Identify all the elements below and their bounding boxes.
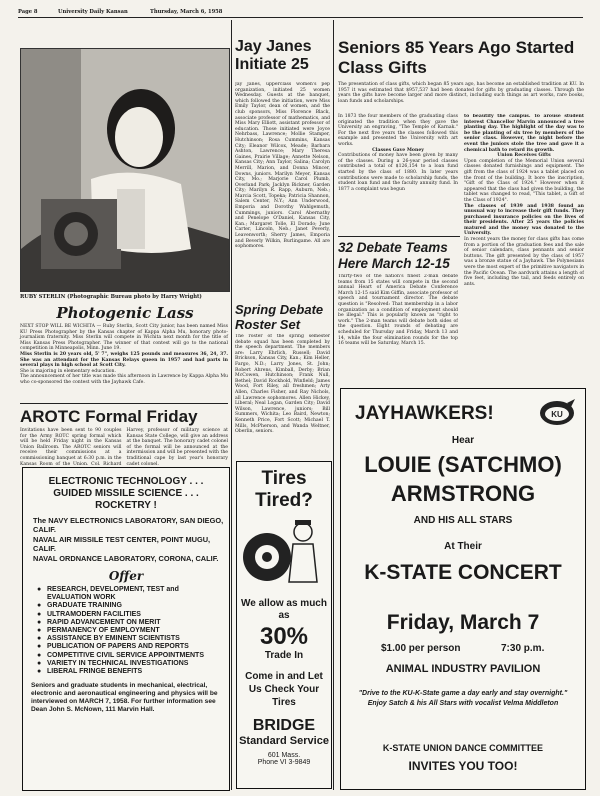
ad-title-1: ELECTRONIC TECHNOLOGY . . .: [48, 476, 204, 487]
photogenic-body-4: The announcement of her title was made this afternoon in Lawrence by Kappa Alpha Mu who co-sponsored the contest with the Jayhawk Cafe.: [20, 374, 228, 385]
seniors-col-a: [338, 114, 458, 192]
ad-title-2: GUIDED MISSILE SCIENCE . . .: [53, 488, 199, 499]
portrait-illustration: [21, 49, 229, 291]
tires-allow: We allow as much as: [241, 598, 327, 621]
roster-body: The roster of the spring semester debate squad has been completed by the speech department. The members are: Larry Ehrlich, Russell; David Brickson, Kansas City, Kan.; Kim Heller, Fargo, N.D.; Larry Jones, St. John; Robert Ahrens, Kimball, Derby; Brian McCowen, Hutchinson; Frank Null, Bethel; David Rockhold, Winfield; James Wood, Fort Riley, all freshmen; Arty Allen, Charles Fisher, and Ray Nichols, all Lawrence sophomores. Allen Hickey, Liberal; Neal Logan, Garden City; David Wilson, Lawrence, juniors; Bill Summers, Wichita; Leo Baird, Newton; Kenneth Price, Fort Scott; Michael T. Mills, McPherson, and Wanda Weltner, Oberlin, seniors.: [235, 334, 330, 435]
seniors-body-3: Contributions of money have been given by many of the classes. During a 26-year period classes contributed a total of $126,154 to a loan fund started by the class of 1880. In later years contributions were made to scholarship funds, the student loan fund and the faculty annuity fund. In 1877 a complaint was begun: [338, 153, 458, 192]
ad-offer-item: ● RAPID ADVANCEMENT ON MERIT: [37, 619, 221, 627]
tires-percent: 30%: [259, 623, 309, 650]
tires-brand-2: Standard Service: [239, 735, 329, 747]
ruby-sterlin-photo: [20, 48, 230, 292]
tires-brand: BRIDGE: [252, 717, 316, 734]
roster-headline: Spring Debate Roster Set: [235, 302, 324, 332]
seniors-intro: The presentation of class gifts, which began 85 years ago, has become an established tradition at KU. In 1957 it was estimated that $957,537 had been donated for gifts by graduating classes. Through the years the gifts have become larger and more distinct, including such things as art works, rare books, loan funds and scholarships.: [338, 82, 584, 104]
page-number: Page 8: [18, 9, 38, 15]
concert-hear: Hear: [451, 435, 475, 446]
ad-lab-1: NAVY ELECTRONICS LABORATORY, SAN DIEGO, CALIF.: [33, 516, 224, 534]
ad-offer-item: ● PERMANENCY OF EMPLOYMENT: [37, 627, 221, 635]
paper-name: University Daily Kansan: [58, 9, 128, 15]
tires-phone: Phone VI 3-9849: [257, 759, 311, 766]
photogenic-body-2: Miss Sterlin is 20 years old, 5' 7", weighs 125 pounds and measures 36, 24, 37. She was an attendant for the Kansas Relays queen in 1957 and had parts in several plays in high school at Scott City.: [20, 351, 228, 369]
tires-tradein: Trade In: [264, 650, 304, 661]
photo-caption: RUBY STERLIN (Photographic Bureau photo by Harry Wright): [20, 294, 202, 300]
jayhawk-logo-text: KU: [551, 410, 563, 419]
debate-rule: [338, 236, 460, 237]
ad-offer-item: ● ULTRAMODERN FACILITIES: [37, 611, 221, 619]
masthead-rule: [18, 17, 583, 18]
seniors-body-4: to beautify the campus. To arouse student interest Chancellor Marvin announced a tree planting day. The highlight of the day was to be the planting of six tree by members of the senior class. However, the night before the event the juniors stole the tree and gave it a chemical bath to retard its growth.: [464, 114, 584, 153]
ad-offer-item: ● COMPETITIVE CIVIL SERVICE APPOINTMENTS: [37, 652, 221, 660]
seniors-body-2: In 1873 the four members of the graduating class originated the tradition when they gave the University an engraving, "The Temple of Karnak." For the next five years the classes followed this example and presented the University with art works.: [338, 114, 458, 147]
ad-offer: Offer: [108, 568, 144, 583]
column-divider-1: [231, 20, 232, 790]
jayjanes-body: Jay Janes, upperclass women's pep organization, initiated 25 women Wednesday. Guests at the banquet, which followed the initiation, were Miss Emily Taylor, dean of women, and the club sponsors, Miss Florence Black, associate professor of mathematics, and Miss Mary Elliott, assistant professor of education. Those initiated were Joyce Nehrbass, Lawrence; Mollie Stamper, Hutchinson; Rosa Cummins, Kansas City; Eleanor Wilcox, Meade; Barbara Ashton, Lawrence; Mary Theresa Gaines, Prairie Village; Annette Nelson, Kansas City; Ann Taylor, Salina; Carolyn Merrill, Marion, and Donna Mincer, Downs, juniors. Marilyn Meyer, Kansas City, Mo.; Marjorie Carol Plumb, Overland Park; Jacklyn Bickner, Garden City; Marilyn R. Rapp, Auburn, Neb.; Marcia Scott, Topeka; Patricia Shannon, Salem Center, N.Y.; Ann Underwood, Emporia and Dorothy Wahlgemuth, Cummings, juniors. Carol Abernathy and Penelope O'Daniel, Kansas City, Kan.; Margaret Tolle, El Dorado; June Carter, Lincoln, Neb.; Janet Peverly, Leavenworth; Sherry James, Emporia and Beverly Wilkin, Burlingame. All are sophomores.: [235, 82, 330, 250]
concert-quote: "Drive to the KU-K-State game a day early and stay overnight." Enjoy Satch & his All Stars with vocalist Velma Middleton: [358, 690, 568, 707]
jayhawk-logo-icon: [537, 395, 577, 427]
concert-stars: AND HIS ALL STARS: [413, 515, 513, 526]
ad-footer: Seniors and graduate students in mechanical, electrical, electronic and aeronautical engineering and physics will be interviewed on MARCH 7, 1958. For further information see Dean John S. McNown, 111 Marvin Hall.: [31, 682, 218, 713]
concert-jayhawkers: JAYHAWKERS!: [355, 403, 494, 424]
seniors-col-b: [464, 114, 584, 386]
ad-offer-list: [37, 586, 221, 676]
arotc-body: Invitations have been sent to 90 couples for the Army ROTC spring formal which will be held Friday night in the Kansas Union Ballroom. The AROTC seniors will receive their commissions at a commissioning banquet at 6:30 p.m. in the Kansas Room of the Union. Col. Richard Harvey, professor of military science at Kansas State College, will give an address at the banquet. The honorary cadet colonel of the formal will be announced at the intermission and will be presented with the traditional cape by last year's honorary cadet colonel.: [20, 428, 228, 467]
concert-day: Friday, March 7: [386, 611, 540, 634]
jayjanes-headline: Jay Janes Initiate 25: [235, 38, 312, 73]
photogenic-article: [20, 324, 228, 386]
ad-lab-3: NAVAL ORDNANCE LABORATORY, CORONA, CALIF.: [33, 554, 219, 564]
electronic-technology-ad: [22, 467, 230, 791]
photogenic-headline: Photogenic Lass: [56, 304, 194, 322]
concert-at: At Their: [444, 541, 482, 552]
arotc-headline: AROTC Formal Friday: [20, 407, 198, 426]
concert-committee: K-STATE UNION DANCE COMMITTEE: [382, 743, 544, 753]
debate-body: Thirty-two of the nation's finest 2-man debate teams from 15 states will compete in the second annual Heart of America Debate Conference March 12-15 said Kim Giffin, associate professor of speech and tournament director. The debate question is "Resolved: That membership in a labor organization as a condition of employment should be illegal." This is popularly known as "right to work." The 2-man teams will debate both sides of the question. Eight rounds of debating are scheduled for Thursday and Friday, March 13 and 14, while the four elimination rounds for the top 16 teams will be Saturday, March 15.: [338, 274, 458, 347]
debate-headline: 32 Debate Teams Here March 12-15: [338, 240, 450, 271]
tires-address: 601 Mass.: [267, 752, 301, 759]
concert-event: K-STATE CONCERT: [364, 561, 562, 584]
column-divider-2: [333, 20, 334, 790]
concert-invites: INVITES YOU TOO!: [408, 759, 518, 773]
tires-title: Tires Tired?: [255, 468, 313, 511]
concert-time: 7:30 p.m.: [501, 643, 545, 654]
seniors-body-5: Upon completion of the Memorial Union several classes donated furnishings and equipment. The gift from the class of 1924 was a tablet placed on the front of the building. It bore the inscription, "Gift of the Class of 1924." However when it appeared that the class had given the building, the tablet was changed to read, "This tablet, a Gift of the Class of 1924".: [464, 158, 584, 203]
ad-offer-item: ● PUBLICATION OF PAPERS AND REPORTS: [37, 643, 221, 651]
concert-artist-1: LOUIE (SATCHMO): [364, 452, 562, 477]
ad-offer-item: ● ASSISTANCE BY EMINENT SCIENTISTS: [37, 635, 221, 643]
ad-offer-item: ● VARIETY IN TECHNICAL INVESTIGATIONS: [37, 660, 221, 668]
seniors-headline: Seniors 85 Years Ago Started Class Gifts: [338, 38, 575, 77]
tires-come: Come in and Let Us Check Your Tires: [245, 671, 323, 708]
concert-venue: ANIMAL INDUSTRY PAVILION: [385, 663, 541, 675]
tires-ad: [236, 461, 332, 789]
mechanic-tire-icon: [237, 512, 331, 592]
issue-date: Thursday, March 6, 1958: [150, 9, 223, 15]
ad-offer-item: ● RESEARCH, DEVELOPMENT, TEST and EVALUATION WORK: [37, 586, 221, 602]
photogenic-body: NEXT STOP WILL BE WICHITA — Ruby Sterlin, Scott City junior, has been named Miss KU Press Photographer by the Kansas chapter of Kappa Alpha Mu, honorary photo-journalism fraternity. Miss Sterlin will compete in Wichita next month for the title of Miss Kansas Press Photographer. The winner of that contest will go to the national competition in Minneapolis, Minn. June 19.: [20, 324, 228, 352]
concert-artist-2: ARMSTRONG: [390, 481, 536, 506]
seniors-subhead: Classes Gave Money: [372, 147, 424, 153]
ad-the: The: [33, 516, 47, 525]
seniors-subhead-2: Union Receives Gifts: [497, 153, 551, 159]
concert-price: $1.00 per person: [381, 643, 461, 654]
seniors-body-6: The classes of 1939 and 1938 found an unusual way to increase their gift funds. They purchased insurance policies on the lives of their presidents. After 25 years the policies matured and the money was donated to the University.: [464, 203, 584, 237]
ksu-concert-ad: [340, 388, 586, 790]
ad-offer-item: ● LIBERAL FRINGE BENEFITS: [37, 668, 221, 676]
ad-title-3: ROCKETRY !: [95, 500, 157, 511]
photogenic-body-3: She is majoring in elementary education.: [20, 368, 116, 374]
seniors-body-7: In recent years the money for class gifts has come from a portion of the graduation fees and the sale of senior calendars, class pennants and senior buttons. The gift presented by the class of 1957 was a bronze statue of a Jayhawk. The Polynesians were the most expert of the primitive navigators in the Pacific Ocean. The aardvark attains a length of five feet, including the tail, and feeds entirely on ants.: [464, 237, 584, 287]
ad-offer-item: ● GRADUATE TRAINING: [37, 602, 221, 610]
ad-lab-2: NAVAL AIR MISSILE TEST CENTER, POINT MUGU, CALIF.: [33, 535, 211, 553]
arotc-rule: [20, 403, 228, 404]
ad-labs: [33, 517, 229, 534]
